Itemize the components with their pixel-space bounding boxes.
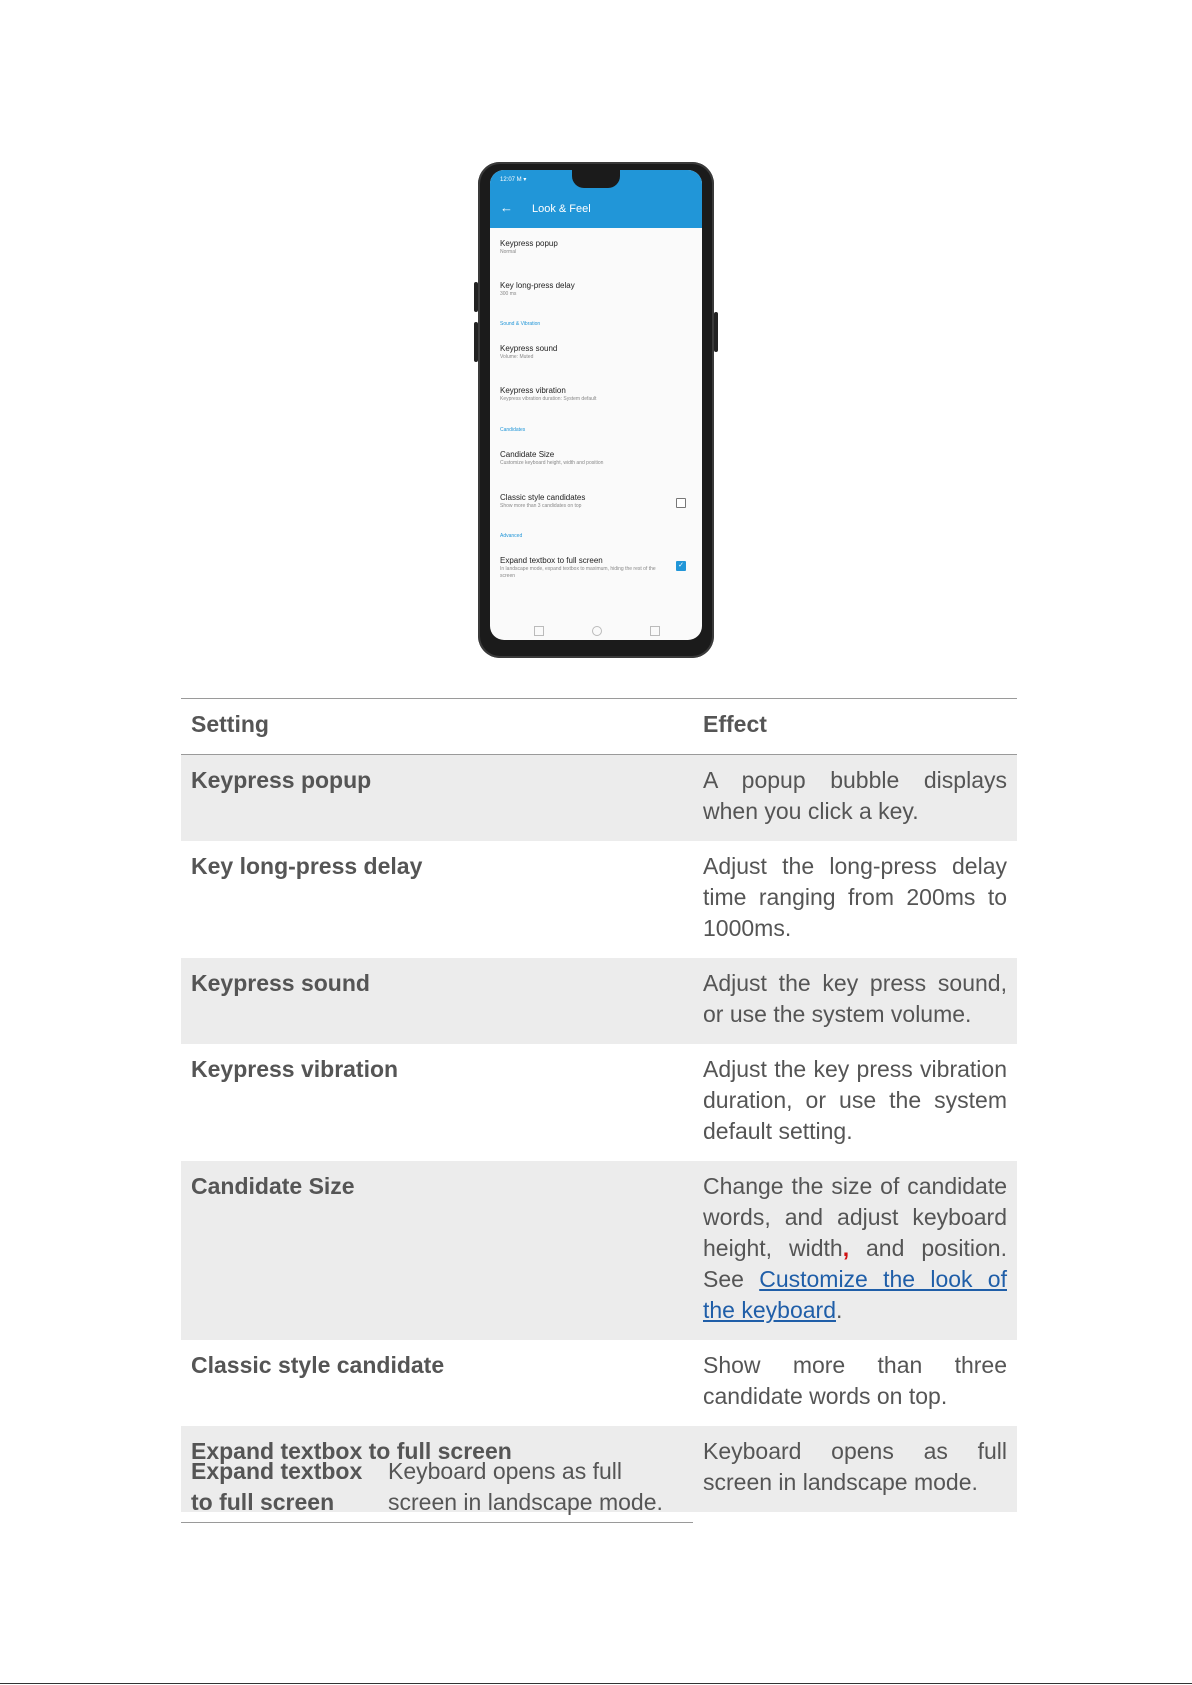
setting-title: Classic style candidates: [500, 493, 586, 502]
table-row: [181, 958, 1017, 1044]
setting-subtitle: Customize keyboard height, width and position: [500, 460, 604, 466]
setting-item-expand-textbox[interactable]: [500, 555, 670, 580]
home-nav-icon[interactable]: [592, 626, 602, 636]
setting-item-keypress-vibration[interactable]: [500, 385, 670, 403]
setting-item-candidate-size[interactable]: [500, 449, 670, 467]
extra-table-row: [181, 1446, 693, 1523]
customize-keyboard-link[interactable]: Customize the look of the keyboard: [703, 1266, 1007, 1323]
effect-cell: Adjust the key press sound, or use the system volume.: [703, 970, 1007, 1027]
power-button: [714, 312, 718, 352]
header-effect: Effect: [693, 699, 1017, 755]
effect-cell: Adjust the long-press delay time ranging from 200ms to 1000ms.: [703, 853, 1007, 941]
setting-title: Key long-press delay: [500, 281, 575, 290]
setting-item-long-press-delay[interactable]: [500, 280, 670, 298]
setting-cell: Keypress popup: [191, 767, 372, 793]
effect-cell: Show more than three candidate words on top.: [703, 1352, 1007, 1409]
setting-item-keypress-sound[interactable]: [500, 343, 670, 361]
extra-setting-cell: Expand textbox to full screen: [191, 1458, 363, 1515]
classic-candidates-checkbox[interactable]: [676, 498, 686, 508]
table-header-row: [181, 699, 1017, 755]
status-time: 12:07 M ▾: [500, 177, 527, 183]
back-arrow-icon[interactable]: ←: [500, 200, 513, 215]
phone-screen: [490, 170, 702, 640]
effect-cell: Adjust the key press vibration duration, or use the system default setting.: [703, 1056, 1007, 1144]
setting-title: Keypress vibration: [500, 386, 566, 395]
effect-cell: [693, 1161, 1017, 1340]
effect-text: Change the size of candidate words, and adjust keyboard height, width: [703, 1173, 1007, 1261]
setting-title: Keypress sound: [500, 344, 558, 353]
setting-subtitle: Normal: [500, 249, 517, 255]
setting-title: Keypress popup: [500, 239, 558, 248]
setting-title: Expand textbox to full screen: [500, 556, 603, 565]
setting-item-classic-candidates[interactable]: [500, 492, 670, 510]
header-setting: Setting: [181, 699, 693, 755]
settings-table: [181, 698, 1017, 1512]
phone-notch: [572, 170, 620, 188]
extra-effect-cell: Keyboard opens as full screen in landscape mode.: [388, 1458, 663, 1515]
section-header-advanced: Advanced: [500, 533, 523, 539]
table-row: [181, 1161, 1017, 1340]
section-header-candidates: Candidates: [500, 427, 526, 433]
footer-rule: [0, 1683, 1192, 1684]
setting-cell: Candidate Size: [191, 1173, 355, 1199]
table-row: [181, 755, 1017, 842]
effect-cell: A popup bubble displays when you click a key.: [703, 767, 1007, 824]
setting-cell: Keypress sound: [191, 970, 370, 996]
table-row: [181, 841, 1017, 958]
app-bar-title: Look & Feel: [532, 203, 591, 215]
setting-subtitle: Volume: Muted: [500, 354, 534, 360]
setting-subtitle: Keypress vibration duration: System default: [500, 396, 597, 402]
expand-textbox-checkbox[interactable]: ✓: [676, 561, 686, 571]
setting-cell: Key long-press delay: [191, 853, 423, 879]
setting-subtitle: 300 ms: [500, 291, 517, 297]
nav-bar: [490, 622, 702, 640]
section-header-sound-vibration: Sound & Vibration: [500, 321, 541, 327]
setting-cell: Keypress vibration: [191, 1056, 399, 1082]
setting-cell: Classic style candidate: [191, 1352, 445, 1378]
setting-title: Candidate Size: [500, 450, 555, 459]
setting-subtitle: In landscape mode, expand textbox to maximum, hiding the rest of the screen: [500, 566, 656, 579]
volume-button: [474, 322, 478, 362]
menu-nav-icon[interactable]: [534, 626, 544, 636]
effect-comma: ,: [842, 1235, 850, 1261]
effect-text: .: [835, 1297, 843, 1323]
setting-cell: Expand textbox to full screen: [191, 1438, 512, 1464]
setting-subtitle: Show more than 3 candidates on top: [500, 503, 582, 509]
setting-item-keypress-popup[interactable]: [500, 238, 670, 256]
back-nav-icon[interactable]: [650, 626, 660, 636]
table-row: [181, 1044, 1017, 1161]
effect-text: and position. See: [703, 1235, 1007, 1292]
app-bar: [490, 190, 702, 228]
table-row: [181, 1340, 1017, 1426]
effect-cell: Keyboard opens as full screen in landscape mode.: [703, 1438, 1007, 1495]
volume-button: [474, 282, 478, 312]
phone-screenshot: [478, 162, 714, 658]
